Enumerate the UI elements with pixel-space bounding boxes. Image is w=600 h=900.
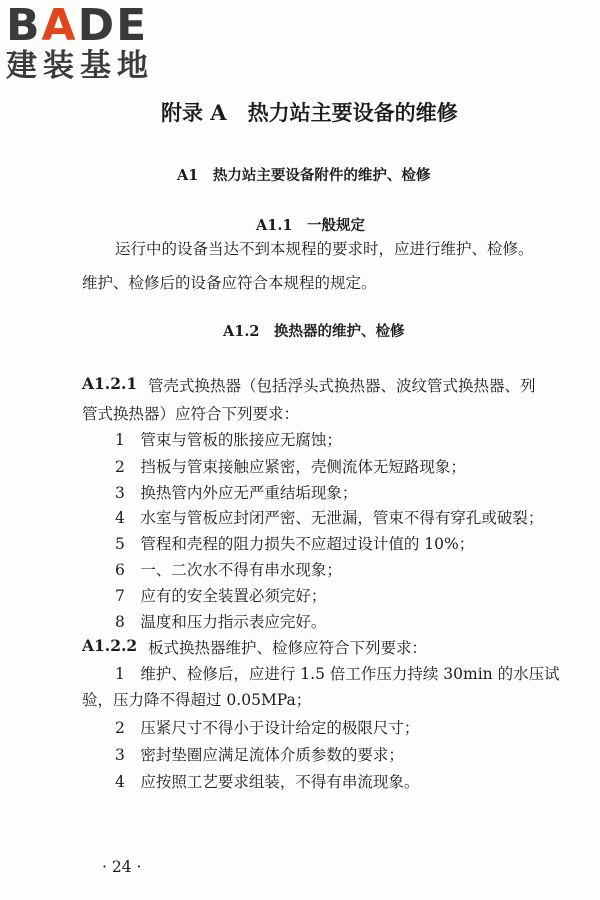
paragraph-line: 验，压力降不得超过 0.05MPa； [82,691,312,709]
list-item: 7 应有的安全装置必须完好； [115,587,327,605]
list-item: 5 管程和壳程的阻力损失不应超过设计值的 10%； [115,535,475,553]
paragraph-line: 管式换热器）应符合下列要求： [82,405,300,423]
list-item: 8 温度和压力指示表应完好。 [115,613,327,631]
paragraph-line: 运行中的设备当达不到本规程的要求时，应进行维护、检修。 [115,240,534,258]
section-heading-a1-1: A1.1 一般规定 [256,217,365,234]
logo-wordmark: BADE [6,0,149,51]
list-item: 2 挡板与管束接触应紧密，壳侧流体无短路现象； [115,458,466,476]
page-title: 附录 A 热力站主要设备的维修 [161,100,458,125]
logo-subtitle: 建装基地 [6,48,154,84]
list-item: 4 应按照工艺要求组装，不得有串流现象。 [115,773,420,791]
paragraph-line: 管壳式换热器（包括浮头式换热器、波纹管式换热器、列 [148,377,536,395]
list-item: 1 管束与管板的胀接应无腐蚀； [115,431,342,449]
paragraph-line: 维护、检修后的设备应符合本规程的规定。 [82,274,377,292]
list-item: 3 换热管内外应无严重结垢现象； [115,484,358,502]
list-item: 2 压紧尺寸不得小于设计给定的极限尺寸； [115,719,420,737]
list-item: 3 密封垫圈应满足流体介质参数的要求； [115,746,404,764]
clause-number-a1-2-2: A1.2.2 [82,636,138,655]
list-item: 6 一、二次水不得有串水现象； [115,561,342,579]
section-heading-a1: A1 热力站主要设备附件的维护、检修 [177,167,431,184]
bade-logo [6,2,176,84]
list-item: 4 水室与管板应封闭严密、无泄漏，管束不得有穿孔或破裂； [115,509,544,527]
paragraph-line: 板式换热器维护、检修应符合下列要求： [148,639,428,657]
logo-accent-letter: A [41,0,78,51]
page-number: · 24 · [102,858,142,876]
section-heading-a1-2: A1.2 换热器的维护、检修 [223,323,405,340]
clause-number-a1-2-1: A1.2.1 [82,374,138,393]
list-item: 1 维护、检修后，应进行 1.5 倍工作压力持续 30min 的水压试 [115,665,560,683]
